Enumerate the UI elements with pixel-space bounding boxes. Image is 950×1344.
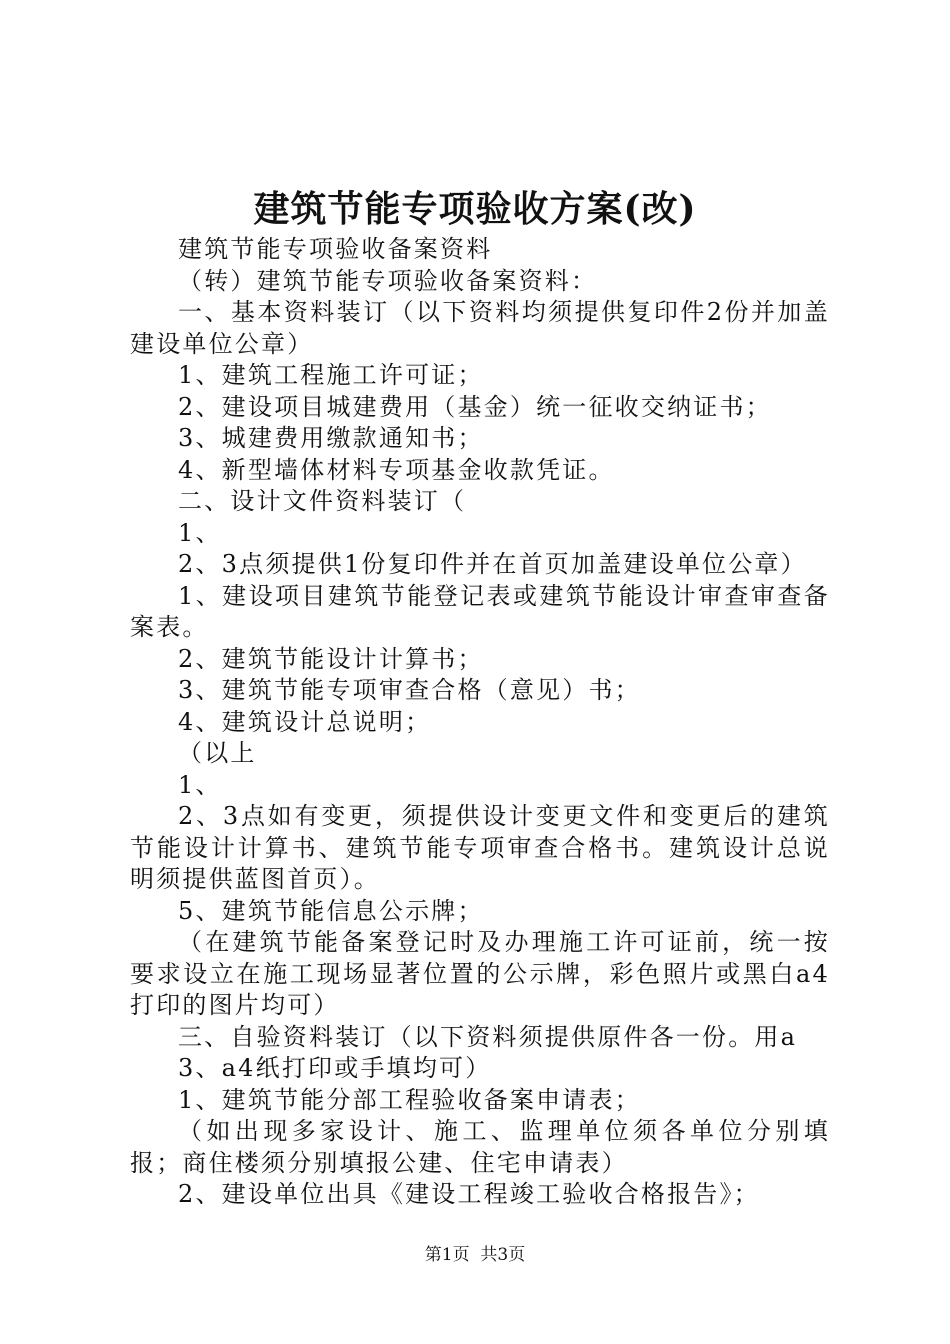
paragraph: （以上 <box>178 739 257 767</box>
paragraph: 1、 <box>178 770 222 799</box>
paragraph: 5、建筑节能信息公示牌； <box>178 896 484 925</box>
paragraph: （如出现多家设计、施工、监理单位须各单位分别填报；商住楼须分别填报公建、住宅申请表） <box>130 1117 830 1177</box>
paragraph: 1、 <box>178 518 222 547</box>
paragraph: 3、建筑节能专项审查合格（意见）书； <box>178 676 641 704</box>
paragraph: 4、新型墙体材料专项基金收款凭证。 <box>178 455 615 484</box>
paragraph: 2、建设单位出具《建设工程竣工验收合格报告》； <box>178 1180 760 1208</box>
paragraph: 二、设计文件资料装订（ <box>178 487 467 515</box>
paragraph: 三、自验资料装订（以下资料须提供原件各一份。用a <box>178 1022 798 1051</box>
page-footer <box>0 1243 950 1267</box>
paragraph: 一、基本资料装订（以下资料均须提供复印件2份并加盖建设单位公章） <box>130 298 830 358</box>
paragraph: 3、a4纸打印或手填均可） <box>178 1054 492 1082</box>
paragraph: 1、建筑工程施工许可证； <box>178 361 484 389</box>
paragraph: 4、建筑设计总说明； <box>178 707 432 736</box>
paragraph: 2、建设项目城建费用（基金）统一征收交纳证书； <box>178 392 772 421</box>
paragraph: 2、3点须提供1份复印件并在首页加盖建设单位公章） <box>178 550 807 578</box>
paragraph: 1、建筑节能分部工程验收备案申请表； <box>178 1085 641 1114</box>
paragraph: （在建筑节能备案登记时及办理施工许可证前，统一按要求设立在施工现场显著位置的公示牌，彩色照片或黑白a4打印的图片均可） <box>130 928 830 1019</box>
paragraph: （转）建筑节能专项验收备案资料： <box>178 266 598 295</box>
paragraph: 2、3点如有变更，须提供设计变更文件和变更后的建筑节能设计计算书、建筑节能专项审查合格书。建筑设计总说明须提供蓝图首页）。 <box>130 802 830 893</box>
page-number: 第1页 <box>424 1245 470 1265</box>
document-title: 建筑节能专项验收方案(改) <box>253 188 697 230</box>
page-total: 共3页 <box>480 1245 526 1265</box>
paragraph: 1、建设项目建筑节能登记表或建筑节能设计审查审查备案表。 <box>130 581 830 641</box>
paragraph: 3、城建费用缴款通知书； <box>178 424 484 452</box>
paragraph: 建筑节能专项验收备案资料 <box>178 235 493 263</box>
paragraph: 2、建筑节能设计计算书； <box>178 644 484 673</box>
document-body <box>130 234 830 1211</box>
